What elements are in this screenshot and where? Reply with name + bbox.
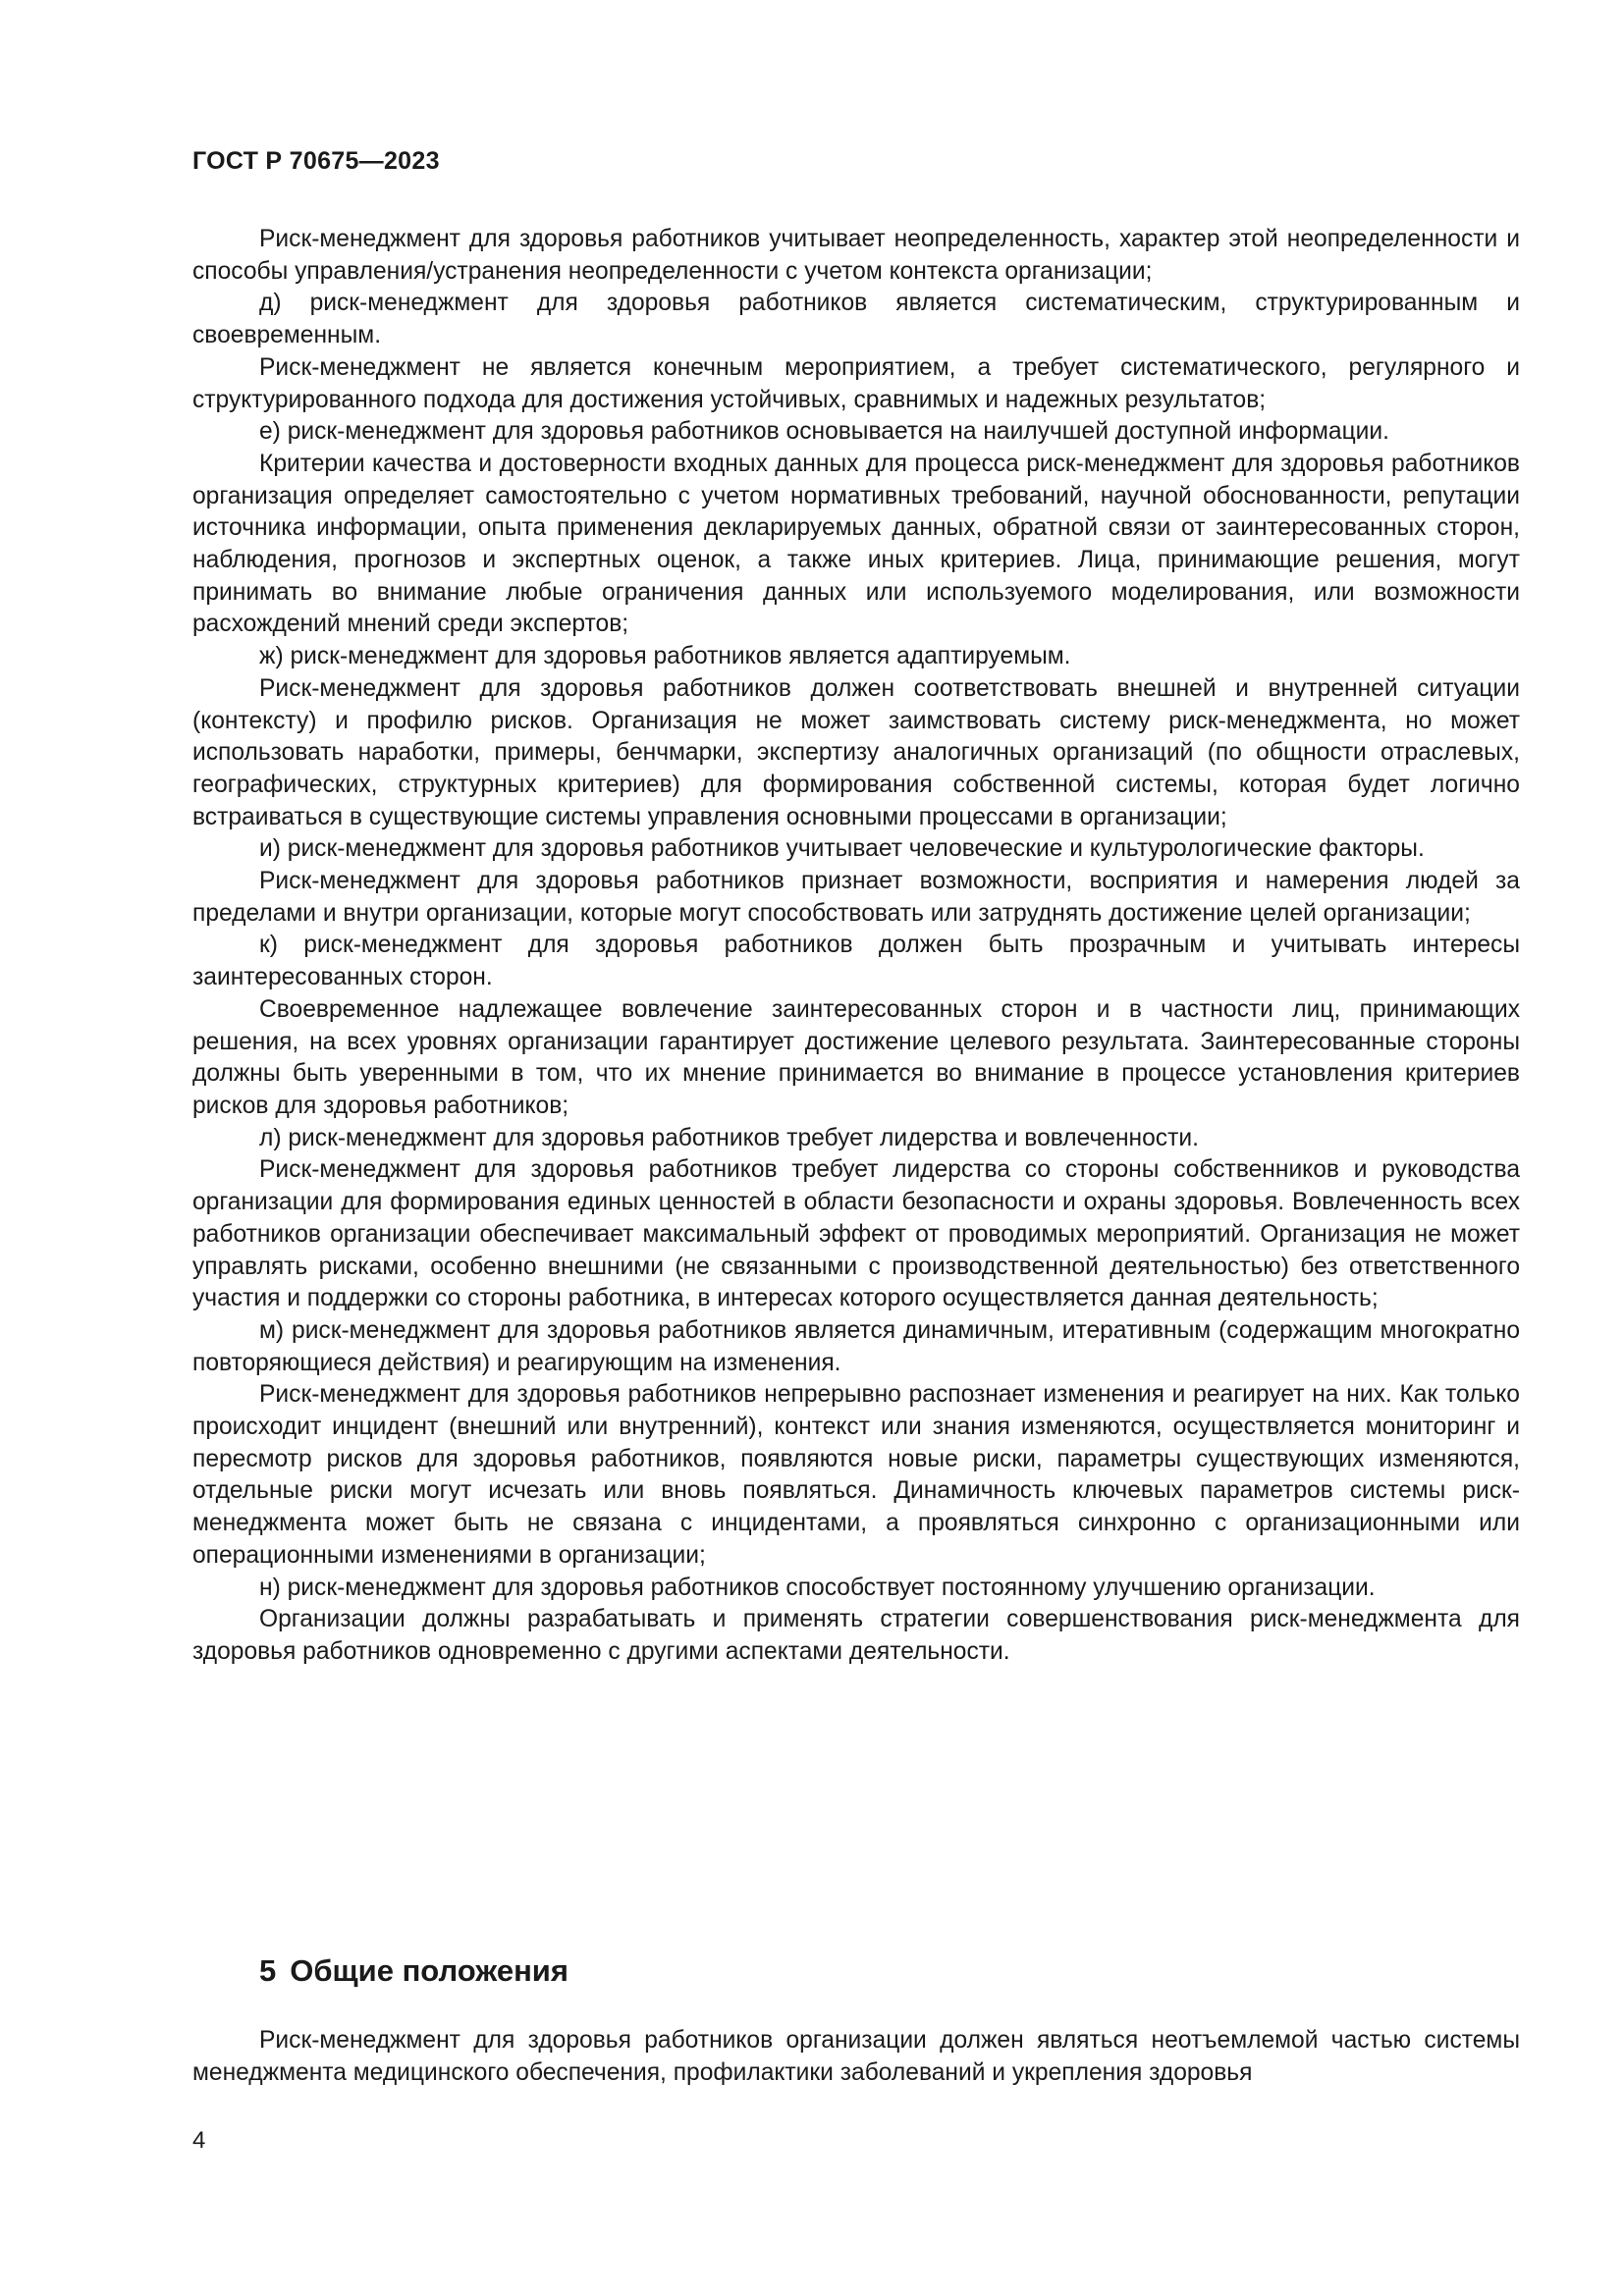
paragraph: Риск-менеджмент для здоровья работников признает возможности, восприятия и намерения людей за пределами и внутри организации, которые могут способствовать или затруднять достижение целей организации; xyxy=(192,868,1520,927)
paragraph: Критерии качества и достоверности входных данных для процесса риск-менеджмент для здоровья работников организация определяет самостоятельно с учетом нормативных требований, научной обоснованности, репутации источника информации, опыта применения декларируемых данных, обратной связи от заинтересованных сторон, наблюдения, прогнозов и экспертных оценок, а также иных критериев. Лица, принимающие решения, могут принимать во внимание любые ограничения данных или используемого моделирования, или возможности расхождений мнений среди экспертов; xyxy=(192,450,1520,638)
paragraph: Риск-менеджмент для здоровья работников должен соответствовать внешней и внутренней ситуации (контексту) и профилю рисков. Организация не может заимствовать систему риск-менеджмента, но может использовать наработки, примеры, бенчмарки, экспертизу аналогичных организаций (по общности отраслевых, географических, структурных критериев) для формирования собственной системы, которая будет логично встраиваться в существующие системы управления основными процессами в организации; xyxy=(192,674,1520,830)
body-text xyxy=(192,224,1520,1669)
paragraph: Риск-менеджмент для здоровья работников непрерывно распознает изменения и реагирует на них. Как только происходит инцидент (внешний или внутренний), контекст или знания изменяются, осуществляется мониторинг и пересмотр рисков для здоровья работников, появляются новые риски, параметры существующих изменяются, отдельные риски могут исчезать или вновь появляться. Динамичность ключевых параметров системы риск-менеджмента может быть не связана с инцидентами, а проявляться синхронно с организационными или операционными изменениями в организации; xyxy=(192,1381,1520,1569)
paragraph: Риск-менеджмент для здоровья работников учитывает неопределенность, характер этой неопределенности и способы управления/устранения неопределенности с учетом контекста организации; xyxy=(192,226,1520,285)
paragraph: Своевременное надлежащее вовлечение заинтересованных сторон и в частности лиц, принимающих решения, на всех уровнях организации гарантирует достижение целевого результата. Заинтересованные стороны должны быть уверенными в том, что их мнение принимается во внимание в процессе установления критериев рисков для здоровья работников; xyxy=(192,995,1520,1119)
list-item-i: и) риск-менеджмент для здоровья работников учитывает человеческие и культурологические факторы. xyxy=(259,835,1425,863)
list-item-n: н) риск-менеджмент для здоровья работников способствует постоянному улучшению организации. xyxy=(259,1574,1376,1601)
paragraph: Риск-менеджмент для здоровья работников организации должен являться неотъемлемой частью системы менеджмента медицинского обеспечения, профилактики заболеваний и укрепления здоровья xyxy=(192,2027,1520,2086)
list-item-l: л) риск-менеджмент для здоровья работников требует лидерства и вовлеченности. xyxy=(259,1124,1199,1151)
paragraph: Риск-менеджмент для здоровья работников требует лидерства со стороны собственников и руководства организации для формирования единых ценностей в области безопасности и охраны здоровья. Вовлеченность всех работников организации обеспечивает максимальный эффект от проводимых мероприятий. Организация не может управлять рисками, особенно внешними (не связанными с производственной деятельностью) без ответственного участия и поддержки со стороны работника, в интересах которого осуществляется данная деятельность; xyxy=(192,1156,1520,1312)
list-item-e: е) риск-менеджмент для здоровья работников основывается на наилучшей доступной информации. xyxy=(259,418,1389,446)
section-body xyxy=(192,2025,1520,2089)
page-number: 4 xyxy=(192,2127,206,2154)
list-item-m: м) риск-менеджмент для здоровья работников является динамичным, итеративным (содержащим многократно повторяющиеся действия) и реагирующим на изменения. xyxy=(192,1316,1520,1376)
section-number: 5 xyxy=(259,1953,277,1988)
list-item-d: д) риск-менеджмент для здоровья работников является систематическим, структурированным и своевременным. xyxy=(192,290,1520,349)
section-heading xyxy=(259,1953,568,1989)
list-item-k: к) риск-менеджмент для здоровья работников должен быть прозрачным и учитывать интересы заинтересованных сторон. xyxy=(192,932,1520,991)
standard-code-header: ГОСТ Р 70675—2023 xyxy=(192,147,440,175)
paragraph: Организации должны разрабатывать и применять стратегии совершенствования риск-менеджмента для здоровья работников одновременно с другими аспектами деятельности. xyxy=(192,1606,1520,1665)
section-title: Общие положения xyxy=(290,1953,568,1988)
list-item-zh: ж) риск-менеджмент для здоровья работников является адаптируемым. xyxy=(259,643,1071,670)
paragraph: Риск-менеджмент не является конечным мероприятием, а требует систематического, регулярного и структурированного подхода для достижения устойчивых, сравнимых и надежных результатов; xyxy=(192,353,1520,413)
